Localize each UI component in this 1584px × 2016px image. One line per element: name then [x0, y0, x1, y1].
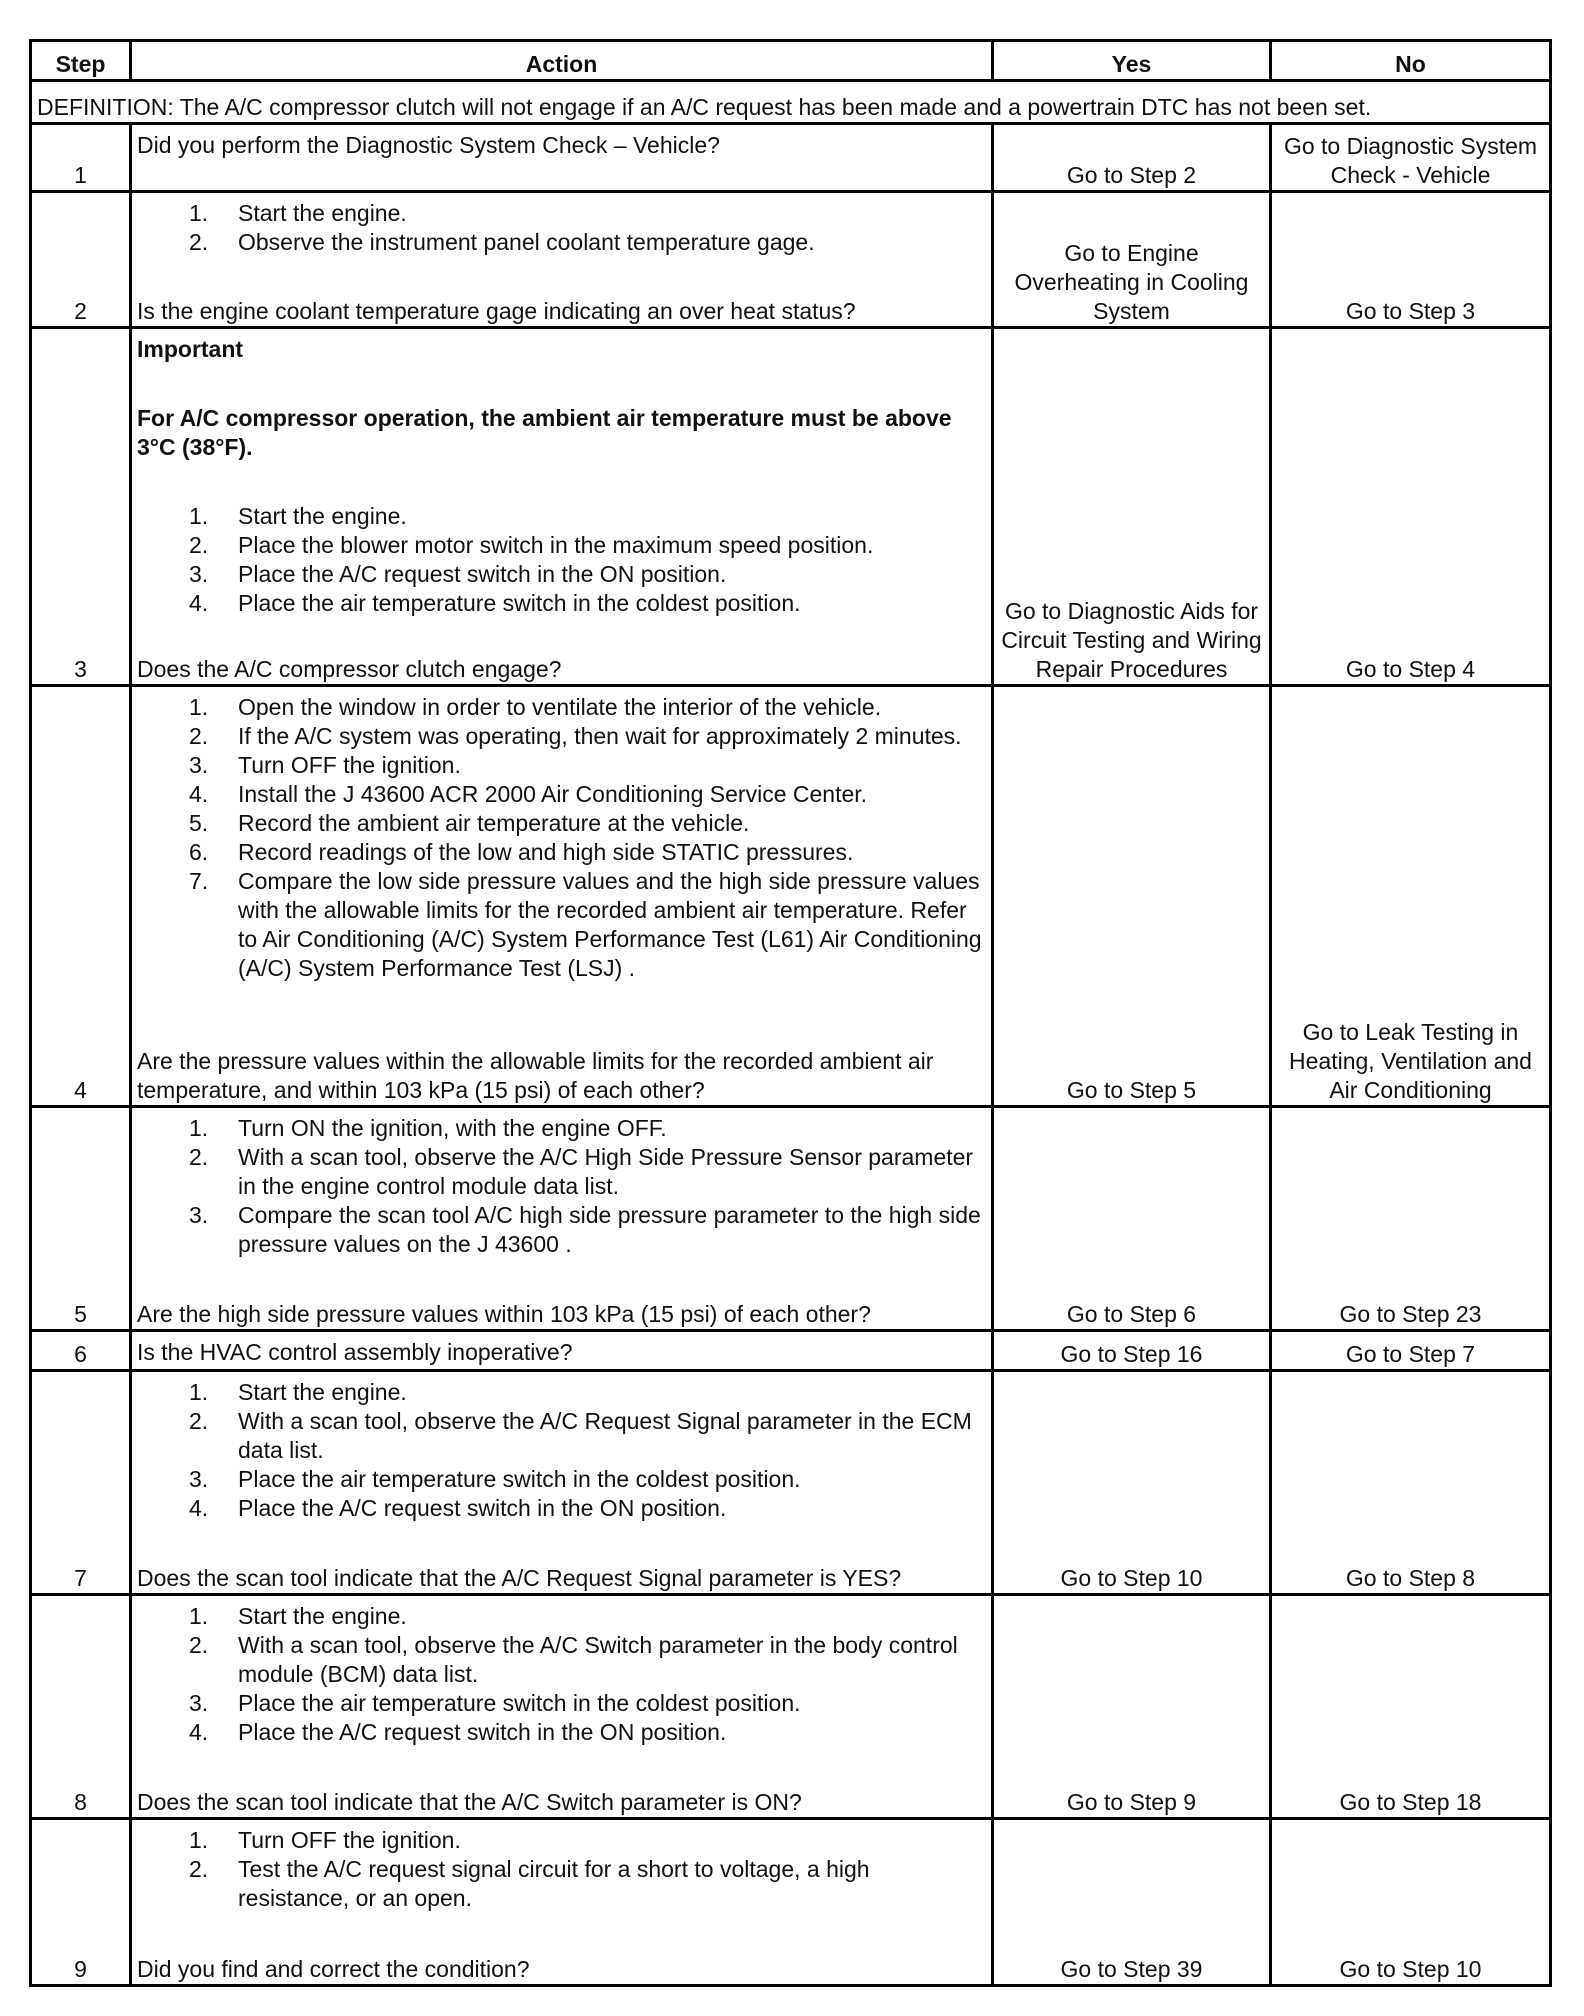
- list-item: [137, 809, 986, 838]
- step-question: Does the scan tool indicate that the A/C Request Signal parameter is YES?: [137, 1565, 902, 1591]
- no-result: Go to Step 7: [1271, 1331, 1551, 1371]
- yes-result: Go to Step 5: [993, 686, 1271, 1107]
- list-item-number: 4.: [189, 1719, 209, 1745]
- list-item: [137, 199, 986, 228]
- action-cell: [131, 1331, 993, 1371]
- header-yes: Yes: [993, 41, 1271, 81]
- list-item-number: 2.: [189, 1144, 209, 1170]
- list-item-text: Place the A/C request switch in the ON position.: [238, 1495, 727, 1521]
- list-item: [137, 589, 986, 618]
- list-item-text: Start the engine.: [238, 1379, 407, 1405]
- no-result: Go to Leak Testing in Heating, Ventilation and Air Conditioning: [1271, 686, 1551, 1107]
- table-row: [31, 1107, 1551, 1331]
- list-item-number: 3.: [189, 561, 209, 587]
- list-item-number: 2.: [189, 1408, 209, 1434]
- list-item: [137, 1826, 986, 1855]
- list-item-number: 1.: [189, 694, 209, 720]
- list-item: [137, 1114, 986, 1143]
- step-question: Did you perform the Diagnostic System Check – Vehicle?: [137, 132, 720, 158]
- action-cell: [131, 1107, 993, 1331]
- list-item: [137, 1602, 986, 1631]
- procedure-list: [137, 1378, 986, 1523]
- list-item-text: Compare the scan tool A/C high side pressure parameter to the high side pressure values on the J 43600 .: [238, 1202, 981, 1257]
- procedure-list: [137, 502, 986, 618]
- list-item: [137, 1465, 986, 1494]
- list-item-text: With a scan tool, observe the A/C Switch parameter in the body control module (BCM) data list.: [238, 1632, 958, 1687]
- list-item-text: Observe the instrument panel coolant temperature gage.: [238, 229, 815, 255]
- yes-result: Go to Step 16: [993, 1331, 1271, 1371]
- list-item-text: Place the air temperature switch in the coldest position.: [238, 1466, 801, 1492]
- step-number: 3: [31, 328, 131, 686]
- table-row: [31, 1595, 1551, 1819]
- step-number: 1: [31, 124, 131, 192]
- list-item-number: 5.: [189, 810, 209, 836]
- header-row: [31, 41, 1551, 81]
- list-item-text: Turn OFF the ignition.: [238, 1827, 461, 1853]
- list-item: [137, 1689, 986, 1718]
- table-row: [31, 192, 1551, 328]
- table-row: [31, 1371, 1551, 1595]
- list-item-number: 6.: [189, 839, 209, 865]
- table-row: [31, 686, 1551, 1107]
- list-item-text: Place the air temperature switch in the coldest position.: [238, 1690, 801, 1716]
- list-item-text: Place the blower motor switch in the maximum speed position.: [238, 532, 874, 558]
- list-item: [137, 693, 986, 722]
- yes-result: Go to Step 10: [993, 1371, 1271, 1595]
- list-item-number: 4.: [189, 781, 209, 807]
- step-question: Did you find and correct the condition?: [137, 1956, 530, 1982]
- list-item-number: 1.: [189, 503, 209, 529]
- step-question: Does the A/C compressor clutch engage?: [137, 656, 562, 682]
- list-item: [137, 228, 986, 257]
- action-cell: [131, 124, 993, 192]
- yes-result: Go to Engine Overheating in Cooling System: [993, 192, 1271, 328]
- header-action: Action: [131, 41, 993, 81]
- no-result: Go to Step 23: [1271, 1107, 1551, 1331]
- no-result: Go to Diagnostic System Check - Vehicle: [1271, 124, 1551, 192]
- list-item-number: 2.: [189, 229, 209, 255]
- list-item-number: 3.: [189, 1690, 209, 1716]
- list-item-text: With a scan tool, observe the A/C High Side Pressure Sensor parameter in the engine control module data list.: [238, 1144, 974, 1199]
- table-row: [31, 1819, 1551, 1986]
- procedure-list: [137, 1602, 986, 1747]
- header-no: No: [1271, 41, 1551, 81]
- step-number: 8: [31, 1595, 131, 1819]
- list-item: [137, 1718, 986, 1747]
- list-item-text: Record the ambient air temperature at the vehicle.: [238, 810, 750, 836]
- step-question: Is the engine coolant temperature gage indicating an over heat status?: [137, 298, 856, 324]
- list-item-text: Open the window in order to ventilate the interior of the vehicle.: [238, 694, 882, 720]
- list-item-text: Start the engine.: [238, 200, 407, 226]
- procedure-list: [137, 693, 986, 983]
- list-item-text: If the A/C system was operating, then wait for approximately 2 minutes.: [238, 723, 962, 749]
- action-cell: [131, 686, 993, 1107]
- list-item-text: Test the A/C request signal circuit for a short to voltage, a high resistance, or an open.: [238, 1856, 870, 1911]
- list-item: [137, 780, 986, 809]
- table-row: [31, 1331, 1551, 1371]
- list-item: [137, 1143, 986, 1201]
- list-item-number: 4.: [189, 1495, 209, 1521]
- diagnostic-table: [29, 39, 1552, 1987]
- list-item-text: Place the A/C request switch in the ON position.: [238, 1719, 727, 1745]
- list-item-number: 1.: [189, 1827, 209, 1853]
- table-row: [31, 124, 1551, 192]
- list-item: [137, 751, 986, 780]
- yes-result: Go to Step 39: [993, 1819, 1271, 1986]
- list-item: [137, 1201, 986, 1259]
- list-item-text: Place the A/C request switch in the ON position.: [238, 561, 727, 587]
- yes-result: Go to Diagnostic Aids for Circuit Testing and Wiring Repair Procedures: [993, 328, 1271, 686]
- yes-result: Go to Step 9: [993, 1595, 1271, 1819]
- list-item: [137, 1855, 986, 1913]
- action-cell: [131, 328, 993, 686]
- list-item-number: 2.: [189, 1632, 209, 1658]
- list-item-text: Start the engine.: [238, 1603, 407, 1629]
- yes-result: Go to Step 2: [993, 124, 1271, 192]
- list-item-number: 4.: [189, 590, 209, 616]
- no-result: Go to Step 10: [1271, 1819, 1551, 1986]
- action-cell: [131, 1595, 993, 1819]
- list-item-text: Place the air temperature switch in the coldest position.: [238, 590, 801, 616]
- step-number: 5: [31, 1107, 131, 1331]
- list-item-number: 3.: [189, 1202, 209, 1228]
- step-number: 6: [31, 1331, 131, 1371]
- action-cell: [131, 1371, 993, 1595]
- step-question: Is the HVAC control assembly inoperative?: [137, 1339, 573, 1365]
- list-item-number: 1.: [189, 1379, 209, 1405]
- step-question: Are the pressure values within the allowable limits for the recorded ambient air temperature, and within 103 kPa (15 psi) of each other?: [137, 1048, 934, 1103]
- step-question: Does the scan tool indicate that the A/C Switch parameter is ON?: [137, 1789, 802, 1815]
- no-result: Go to Step 4: [1271, 328, 1551, 686]
- list-item-number: 1.: [189, 1603, 209, 1629]
- list-item: [137, 1378, 986, 1407]
- step-number: 7: [31, 1371, 131, 1595]
- list-item: [137, 502, 986, 531]
- list-item-text: Turn OFF the ignition.: [238, 752, 461, 778]
- list-item-number: 2.: [189, 723, 209, 749]
- table-row: [31, 328, 1551, 686]
- list-item-number: 7.: [189, 868, 209, 894]
- list-item: [137, 560, 986, 589]
- procedure-list: [137, 199, 986, 257]
- list-item-text: Turn ON the ignition, with the engine OFF.: [238, 1115, 667, 1141]
- no-result: Go to Step 8: [1271, 1371, 1551, 1595]
- list-item-text: Start the engine.: [238, 503, 407, 529]
- list-item-text: With a scan tool, observe the A/C Request Signal parameter in the ECM data list.: [238, 1408, 972, 1463]
- list-item: [137, 867, 986, 983]
- list-item: [137, 1407, 986, 1465]
- list-item-text: Record readings of the low and high side STATIC pressures.: [238, 839, 854, 865]
- procedure-list: [137, 1114, 986, 1259]
- list-item: [137, 531, 986, 560]
- yes-result: Go to Step 6: [993, 1107, 1271, 1331]
- important-text: For A/C compressor operation, the ambient air temperature must be above 3°C (38°F).: [137, 405, 952, 460]
- no-result: Go to Step 18: [1271, 1595, 1551, 1819]
- procedure-list: [137, 1826, 986, 1913]
- list-item-text: Compare the low side pressure values and the high side pressure values with the allowable limits for the recorded ambient air temperature. Refer to Air Conditioning (A/C) System Performance Test (L61) Air Conditioning (A/C) System Performance Test (LSJ) .: [238, 868, 982, 981]
- step-number: 2: [31, 192, 131, 328]
- action-cell: [131, 192, 993, 328]
- list-item: [137, 838, 986, 867]
- definition-text: DEFINITION: The A/C compressor clutch will not engage if an A/C request has been made and a powertrain DTC has not been set.: [31, 81, 1551, 124]
- step-number: 9: [31, 1819, 131, 1986]
- important-title: Important: [137, 336, 244, 362]
- action-cell: [131, 1819, 993, 1986]
- list-item-number: 1.: [189, 1115, 209, 1141]
- list-item: [137, 1494, 986, 1523]
- list-item: [137, 722, 986, 751]
- list-item-number: 3.: [189, 752, 209, 778]
- step-number: 4: [31, 686, 131, 1107]
- list-item: [137, 1631, 986, 1689]
- header-step: Step: [31, 41, 131, 81]
- step-question: Are the high side pressure values within 103 kPa (15 psi) of each other?: [137, 1301, 871, 1327]
- list-item-number: 2.: [189, 1856, 209, 1882]
- list-item-number: 1.: [189, 200, 209, 226]
- list-item-number: 2.: [189, 532, 209, 558]
- list-item-text: Install the J 43600 ACR 2000 Air Conditioning Service Center.: [238, 781, 868, 807]
- definition-row: [31, 81, 1551, 124]
- no-result: Go to Step 3: [1271, 192, 1551, 328]
- list-item-number: 3.: [189, 1466, 209, 1492]
